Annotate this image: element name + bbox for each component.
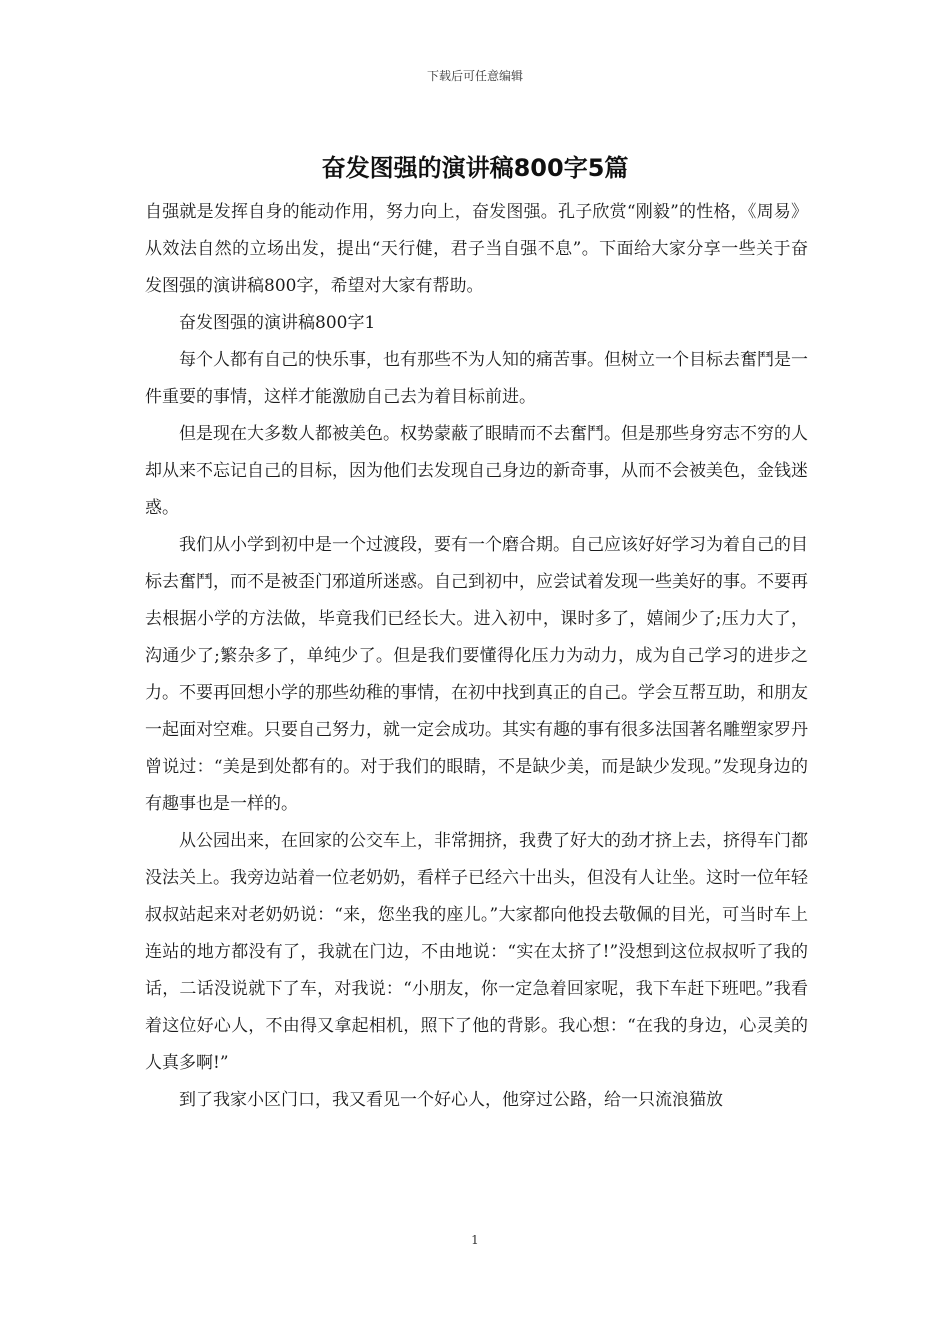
body-paragraph: 但是现在大多数人都被美色。权势蒙蔽了眼睛而不去奮鬥。但是那些身穷志不穷的人却从来不忘记自己的目标，因为他们去发现自己身边的新奇事，从而不会被美色，金钱迷惑。 [145,424,808,518]
page-header-note: 下载后可任意编辑 [426,69,523,83]
document-title: 奋发图强的演讲稿800字5篇 [321,154,629,182]
document-body [145,194,808,1119]
body-paragraph: 从公园出来，在回家的公交车上，非常拥挤，我费了好大的劲才挤上去，挤得车门都没法关上。我旁边站着一位老奶奶，看样子已经六十出头，但没有人让坐。这时一位年轻叔叔站起来对老奶奶说：“来，您坐我的座儿。”大家都向他投去敬佩的目光，可当时车上连站的地方都没有了，我就在门边，不由地说：“实在太挤了!”没想到这位叔叔听了我的话，二话没说就下了车，对我说：“小朋友，你一定急着回家呢，我下车赶下班吧。”我看着这位好心人，不由得又拿起相机，照下了他的背影。我心想：“在我的身边，心灵美的人真多啊!” [145,831,808,1073]
section-heading: 奋发图强的演讲稿800字1 [179,313,376,333]
body-paragraph: 到了我家小区门口，我又看见一个好心人，他穿过公路，给一只流浪猫放 [179,1090,723,1110]
body-paragraph: 我们从小学到初中是一个过渡段，要有一个磨合期。自己应该好好学习为着自己的目标去奮鬥，而不是被歪门邪道所迷惑。自己到初中，应尝试着发现一些美好的事。不要再去根据小学的方法做，毕竟我们已经长大。进入初中，课时多了，嬉闹少了;压力大了，沟通少了;繁杂多了，单纯少了。但是我们要懂得化压力为动力，成为自己学习的进步之力。不要再回想小学的那些幼稚的事情，在初中找到真正的自己。学会互帮互助，和朋友一起面对空难。只要自己努力，就一定会成功。其实有趣的事有很多法国著名雕塑家罗丹曾说过：“美是到处都有的。对于我们的眼睛，不是缺少美，而是缺少发现。”发现身边的有趣事也是一样的。 [145,535,808,814]
page-number: 1 [471,1233,479,1247]
body-paragraph: 每个人都有自己的快乐事，也有那些不为人知的痛苦事。但树立一个目标去奮鬥是一件重要的事情，这样才能激励自己去为着目标前进。 [145,350,808,407]
intro-paragraph: 自强就是发挥自身的能动作用，努力向上，奋发图强。孔子欣赏“刚毅”的性格，《周易》从效法自然的立场出发，提出“天行健，君子当自强不息”。下面给大家分享一些关于奋发图强的演讲稿800字，希望对大家有帮助。 [145,202,808,296]
